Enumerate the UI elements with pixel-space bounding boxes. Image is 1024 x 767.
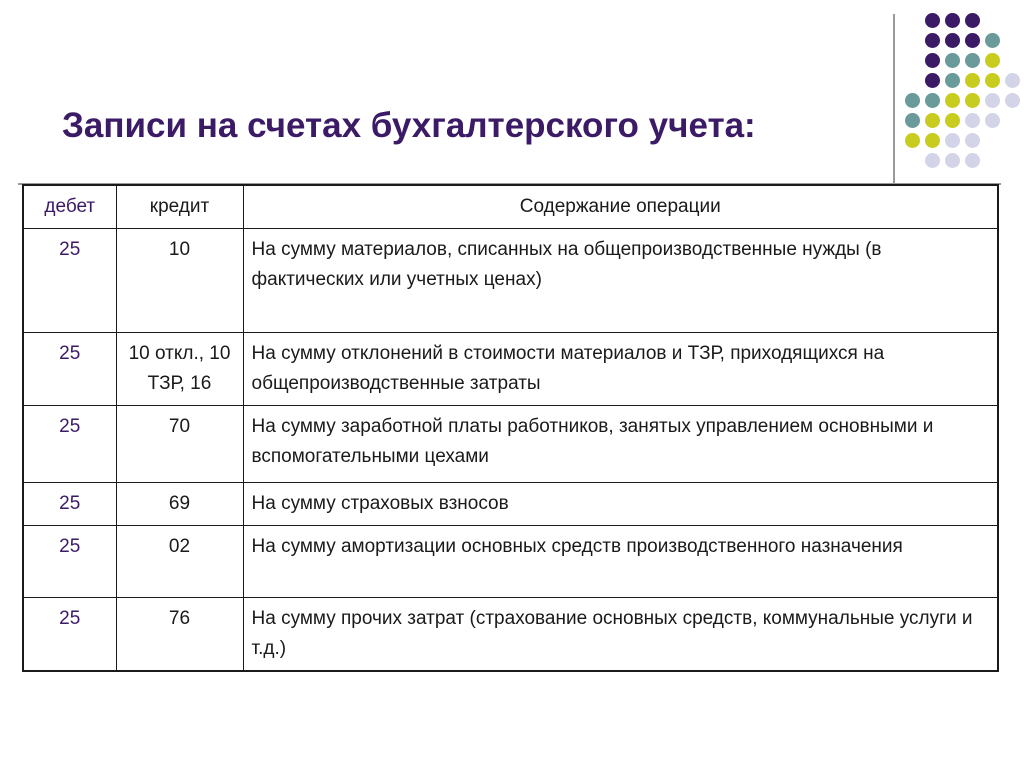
description-cell: На сумму отклонений в стоимости материалов и ТЗР, приходящихся на общепроизводственные затраты xyxy=(243,333,998,406)
credit-cell: 02 xyxy=(116,526,243,598)
decorative-dot xyxy=(945,33,960,48)
debit-cell: 25 xyxy=(23,526,116,598)
credit-cell: 70 xyxy=(116,406,243,483)
debit-cell: 25 xyxy=(23,229,116,333)
decorative-dot xyxy=(965,93,980,108)
decorative-dot xyxy=(1005,73,1020,88)
decorative-dot xyxy=(945,13,960,28)
description-cell: На сумму заработной платы работников, занятых управлением основными и вспомогательными цехами xyxy=(243,406,998,483)
credit-cell: 76 xyxy=(116,598,243,672)
description-cell: На сумму амортизации основных средств производственного назначения xyxy=(243,526,998,598)
decorative-dot xyxy=(905,133,920,148)
slide-title: Записи на счетах бухгалтерского учета: xyxy=(62,106,756,145)
decorative-dot xyxy=(945,73,960,88)
decorative-dot xyxy=(985,113,1000,128)
credit-column-header: кредит xyxy=(116,185,243,229)
decorative-dot xyxy=(985,53,1000,68)
vertical-divider-line xyxy=(893,14,895,185)
decorative-dot xyxy=(925,133,940,148)
decorative-dot xyxy=(925,73,940,88)
description-cell: На сумму прочих затрат (страхование основных средств, коммунальные услуги и т.д.) xyxy=(243,598,998,672)
decorative-dot xyxy=(905,113,920,128)
decorative-dot xyxy=(905,93,920,108)
table-header-row xyxy=(23,185,998,229)
decorative-dot xyxy=(925,113,940,128)
decorative-dot xyxy=(965,73,980,88)
decorative-dot xyxy=(1005,93,1020,108)
credit-cell: 69 xyxy=(116,483,243,526)
decorative-dot-grid xyxy=(900,8,1020,168)
decorative-dot xyxy=(945,113,960,128)
debit-column-header: дебет xyxy=(23,185,116,229)
decorative-dot xyxy=(945,153,960,168)
decorative-dot xyxy=(965,53,980,68)
debit-cell: 25 xyxy=(23,406,116,483)
debit-cell: 25 xyxy=(23,483,116,526)
decorative-dot xyxy=(965,113,980,128)
decorative-dot xyxy=(965,33,980,48)
credit-cell: 10 откл., 10 ТЗР, 16 xyxy=(116,333,243,406)
decorative-dot xyxy=(965,133,980,148)
table-row xyxy=(23,483,998,526)
debit-cell: 25 xyxy=(23,333,116,406)
table-row xyxy=(23,229,998,333)
decorative-dot xyxy=(945,93,960,108)
credit-cell: 10 xyxy=(116,229,243,333)
decorative-dot xyxy=(945,133,960,148)
debit-cell: 25 xyxy=(23,598,116,672)
table-row xyxy=(23,598,998,672)
table-row xyxy=(23,406,998,483)
decorative-dot xyxy=(945,53,960,68)
decorative-dot xyxy=(925,93,940,108)
decorative-dot xyxy=(925,153,940,168)
decorative-dot xyxy=(925,33,940,48)
table-row xyxy=(23,526,998,598)
decorative-dot xyxy=(965,13,980,28)
decorative-dot xyxy=(985,93,1000,108)
decorative-dot xyxy=(925,53,940,68)
description-cell: На сумму страховых взносов xyxy=(243,483,998,526)
description-cell: На сумму материалов, списанных на общепроизводственные нужды (в фактических или учетных ценах) xyxy=(243,229,998,333)
decorative-dot xyxy=(985,73,1000,88)
decorative-dot xyxy=(925,13,940,28)
description-column-header: Содержание операции xyxy=(243,185,998,229)
decorative-dot xyxy=(985,33,1000,48)
table-row xyxy=(23,333,998,406)
ledger-entries-table xyxy=(22,184,999,672)
decorative-dot xyxy=(965,153,980,168)
